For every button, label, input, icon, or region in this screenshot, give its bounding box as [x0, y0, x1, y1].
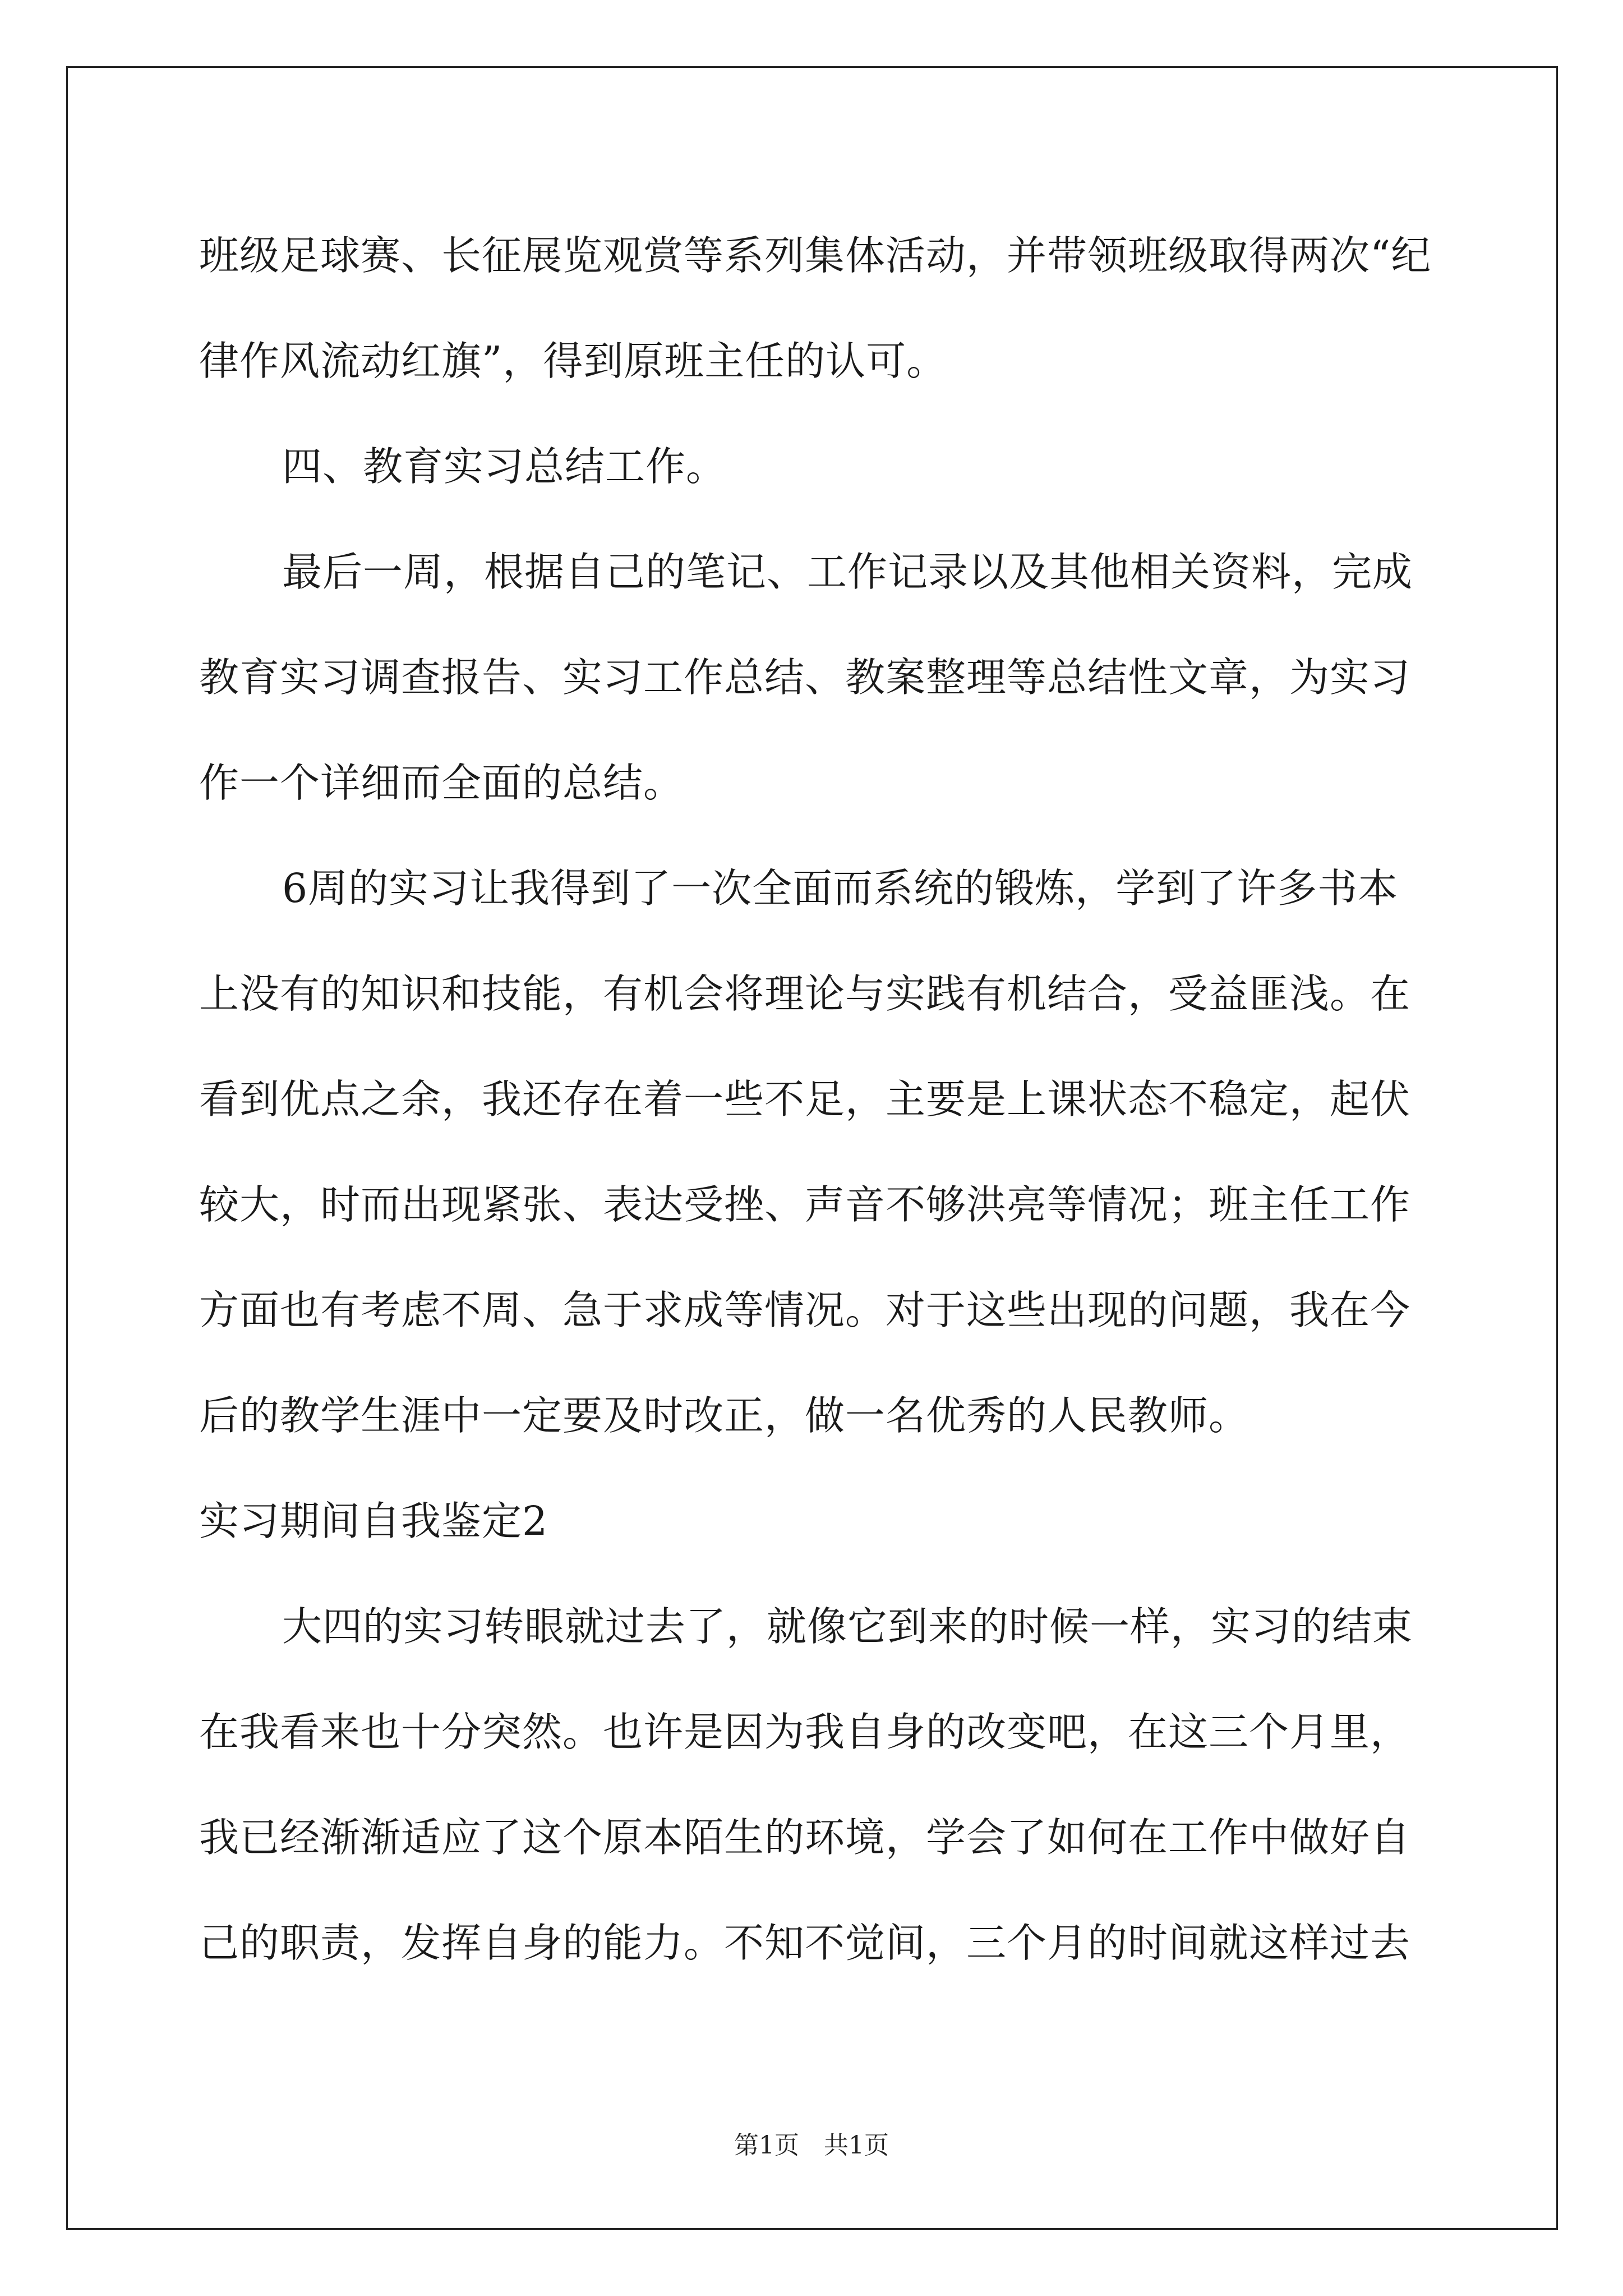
text-line: 实习期间自我鉴定2 [199, 1498, 548, 1544]
text-line: 6周的实习让我得到了一次全面而系统的锻炼，学到了许多书本 [282, 865, 1399, 912]
text-line: 方面也有考虑不周、急于求成等情况。对于这些出现的问题，我在今 [199, 1287, 1411, 1333]
text-line: 在我看来也十分突然。也许是因为我自身的改变吧，在这三个月里， [199, 1709, 1411, 1755]
text-line: 律作风流动红旗”，得到原班主任的认可。 [199, 338, 947, 384]
text-line: 大四的实习转眼就过去了，就像它到来的时候一样，实习的结束 [282, 1603, 1413, 1650]
text-line: 后的教学生涯中一定要及时改正，做一名优秀的人民教师。 [199, 1392, 1249, 1439]
text-line: 最后一周，根据自己的笔记、工作记录以及其他相关资料，完成 [282, 549, 1413, 595]
text-line: 己的职责，发挥自身的能力。不知不觉间，三个月的时间就这样过去 [199, 1920, 1411, 1966]
text-line: 我已经渐渐适应了这个原本陌生的环境，学会了如何在工作中做好自 [199, 1814, 1411, 1861]
text-line: 四、教育实习总结工作。 [282, 443, 727, 490]
text-line: 较大，时而出现紧张、表达受挫、声音不够洪亮等情况；班主任工作 [199, 1181, 1411, 1228]
page-footer: 第1页 共1页 [734, 2131, 889, 2160]
document-body [199, 203, 1433, 1996]
text-line: 教育实习调查报告、实习工作总结、教案整理等总结性文章，为实习 [199, 654, 1411, 701]
text-line: 看到优点之余，我还存在着一些不足，主要是上课状态不稳定，起伏 [199, 1076, 1411, 1122]
text-line: 班级足球赛、长征展览观赏等系列集体活动，并带领班级取得两次“纪 [199, 232, 1432, 279]
text-line: 上没有的知识和技能，有机会将理论与实践有机结合，受益匪浅。在 [199, 970, 1411, 1017]
text-line: 作一个详细而全面的总结。 [199, 760, 684, 806]
